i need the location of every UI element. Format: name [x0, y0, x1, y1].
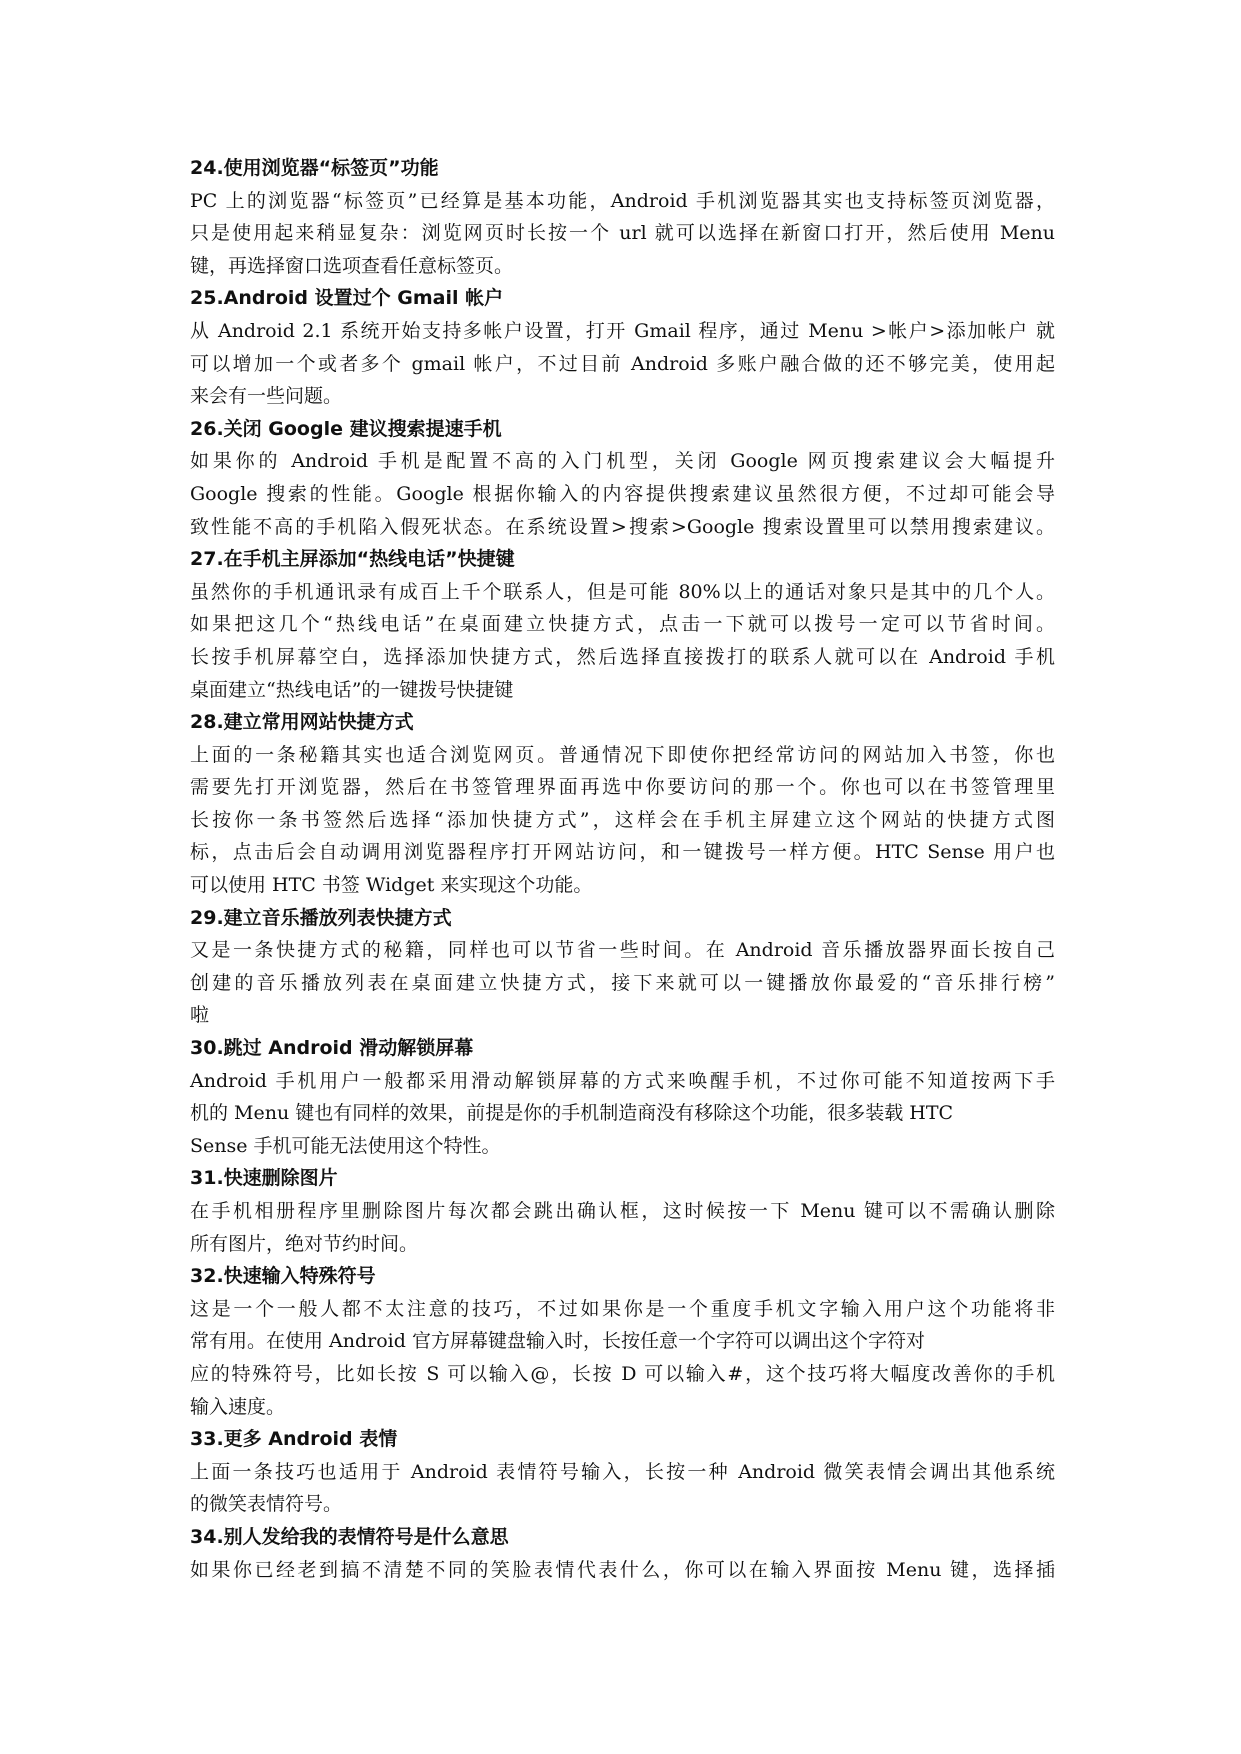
- paragraph-line: 虽然你的手机通讯录有成百上千个联系人，但是可能 80%以上的通话对象只是其中的几个人。: [190, 580, 1055, 603]
- document-page: [190, 152, 1055, 1586]
- paragraph-line: 机的 Menu 键也有同样的效果，前提是你的手机制造商没有移除这个功能，很多装载 HTC: [190, 1102, 954, 1125]
- section-heading: 24.使用浏览器“标签页”功能: [190, 157, 439, 179]
- paragraph-line: 啦: [190, 1004, 210, 1027]
- section-heading: 25.Android 设置过个 Gmail 帐户: [190, 287, 504, 310]
- paragraph-line: 上面的一条秘籍其实也适合浏览网页。普通情况下即使你把经常访问的网站加入书签，你也: [190, 743, 1055, 766]
- paragraph-line: 这是一个一般人都不太注意的技巧，不过如果你是一个重度手机文字输入用户这个功能将非: [190, 1297, 1055, 1320]
- paragraph-line: 如果把这几个“热线电话”在桌面建立快捷方式，点击一下就可以拨号一定可以节省时间。: [190, 613, 1055, 636]
- paragraph-line: 上面一条技巧也适用于 Android 表情符号输入，长按一种 Android 微笑表情会调出其他系统: [190, 1460, 1055, 1483]
- section-heading: 31.快速删除图片: [190, 1167, 338, 1190]
- paragraph-line: 如果你的 Android 手机是配置不高的入门机型，关闭 Google 网页搜索建议会大幅提升: [190, 450, 1055, 473]
- paragraph-line: 在手机相册程序里删除图片每次都会跳出确认框，这时候按一下 Menu 键可以不需确认删除: [190, 1200, 1055, 1222]
- section-heading: 28.建立常用网站快捷方式: [190, 711, 414, 734]
- paragraph-line: 所有图片，绝对节约时间。: [190, 1232, 419, 1255]
- paragraph-line: 从 Android 2.1 系统开始支持多帐户设置，打开 Gmail 程序，通过 Menu >帐户>添加帐户 就: [190, 319, 1055, 342]
- paragraph-line: 如果你已经老到搞不清楚不同的笑脸表情代表什么，你可以在输入界面按 Menu 键，选择插: [190, 1558, 1055, 1581]
- paragraph-line: 只是使用起来稍显复杂：浏览网页时长按一个 url 就可以选择在新窗口打开，然后使用 Menu: [190, 222, 1055, 245]
- paragraph-line: Sense 手机可能无法使用这个特性。: [190, 1134, 501, 1157]
- section-heading: 32.快速输入特殊符号: [190, 1265, 376, 1288]
- section-heading: 26.关闭 Google 建议搜索提速手机: [190, 417, 502, 440]
- paragraph-line: 长按你一条书签然后选择“添加快捷方式”，这样会在手机主屏建立这个网站的快捷方式图: [190, 808, 1055, 831]
- paragraph-line: 可以增加一个或者多个 gmail 帐户，不过目前 Android 多账户融合做的还不够完美，使用起: [190, 352, 1055, 375]
- section-heading: 30.跳过 Android 滑动解锁屏幕: [190, 1037, 474, 1060]
- paragraph-line: 常有用。在使用 Android 官方屏幕键盘输入时，长按任意一个字符可以调出这个字符对: [190, 1330, 925, 1353]
- paragraph-line: 标，点击后会自动调用浏览器程序打开网站访问，和一键拨号一样方便。HTC Sense 用户也: [190, 841, 1055, 864]
- paragraph-line: 创建的音乐播放列表在桌面建立快捷方式，接下来就可以一键播放你最爱的“音乐排行榜”: [190, 971, 1055, 994]
- paragraph-line: 键，再选择窗口选项查看任意标签页。: [190, 254, 514, 277]
- paragraph-line: 应的特殊符号，比如长按 S 可以输入@，长按 D 可以输入#，这个技巧将大幅度改善你的手机: [190, 1362, 1055, 1385]
- paragraph-line: 桌面建立“热线电话”的一键拨号快捷键: [190, 678, 514, 701]
- paragraph-line: 输入速度。: [190, 1395, 286, 1418]
- paragraph-line: Android 手机用户一般都采用滑动解锁屏幕的方式来唤醒手机，不过你可能不知道按两下手: [190, 1069, 1055, 1092]
- paragraph-line: 需要先打开浏览器，然后在书签管理界面再选中你要访问的那一个。你也可以在书签管理里: [190, 776, 1055, 799]
- paragraph-line: PC 上的浏览器“标签页”已经算是基本功能，Android 手机浏览器其实也支持标签页浏览器，: [190, 189, 1055, 212]
- section-heading: 27.在手机主屏添加“热线电话”快捷键: [190, 548, 515, 571]
- section-heading: 29.建立音乐播放列表快捷方式: [190, 906, 452, 929]
- paragraph-line: 长按手机屏幕空白，选择添加快捷方式，然后选择直接拨打的联系人就可以在 Android 手机: [190, 645, 1055, 668]
- paragraph-line: 可以使用 HTC 书签 Widget 来实现这个功能。: [190, 874, 593, 897]
- section-heading: 34.别人发给我的表情符号是什么意思: [190, 1525, 509, 1548]
- section-heading: 33.更多 Android 表情: [190, 1428, 398, 1451]
- paragraph-line: 的微笑表情符号。: [190, 1493, 343, 1516]
- paragraph-line: 致性能不高的手机陷入假死状态。在系统设置>搜索>Google 搜索设置里可以禁用搜索建议。: [190, 515, 1055, 538]
- paragraph-line: 又是一条快捷方式的秘籍，同样也可以节省一些时间。在 Android 音乐播放器界面长按自己: [190, 939, 1055, 962]
- paragraph-line: Google 搜索的性能。Google 根据你输入的内容提供搜索建议虽然很方便，不过却可能会导: [190, 482, 1055, 505]
- paragraph-line: 来会有一些问题。: [190, 385, 343, 408]
